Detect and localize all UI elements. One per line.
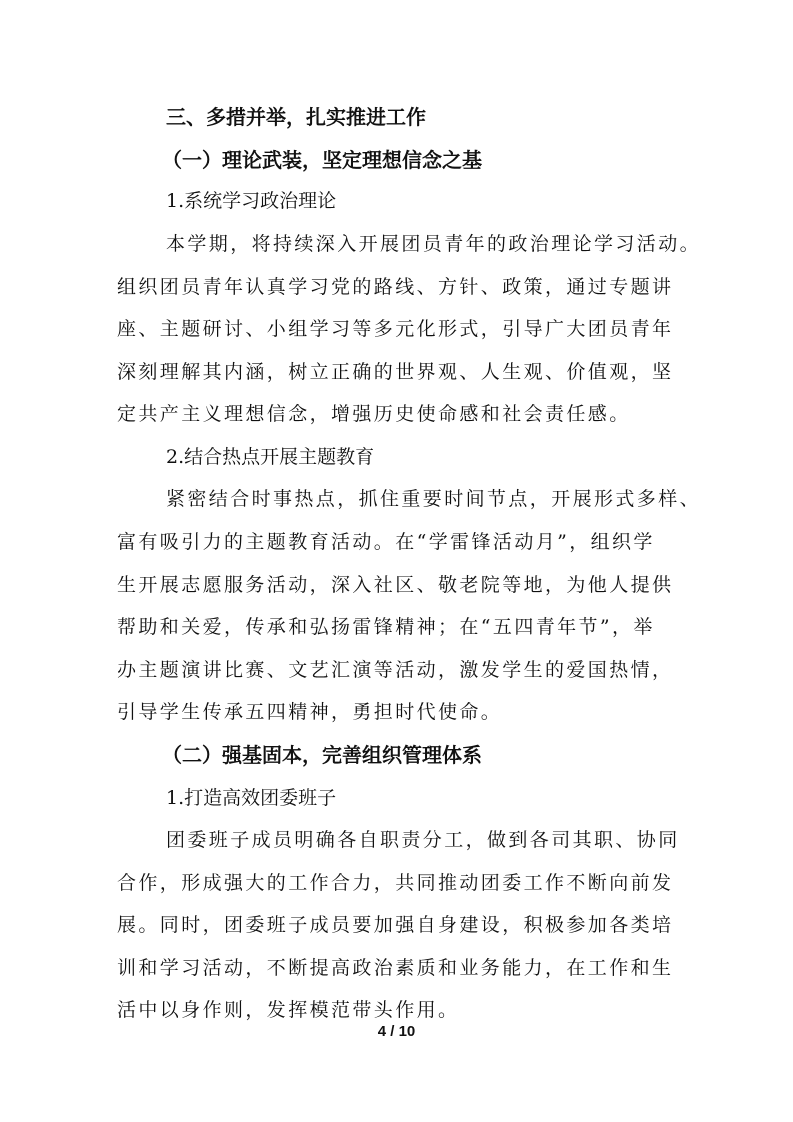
paragraph-line: 办主题演讲比赛、文艺汇演等活动，激发学生的爱国热情， <box>117 659 674 681</box>
paragraph-line: 深刻理解其内涵，树立正确的世界观、人生观、价值观，坚 <box>117 361 674 383</box>
paragraph-line: 生开展志愿服务活动，深入社区、敬老院等地，为他人提供 <box>117 574 674 596</box>
subsection-title-2: （二）强基固本，完善组织管理体系 <box>162 743 482 767</box>
paragraph-line: 紧密结合时事热点，抓住重要时间节点，开展形式多样、 <box>166 488 702 510</box>
paragraph-line: 引导学生传承五四精神，勇担时代使命。 <box>117 701 503 723</box>
paragraph-line: 定共产主义理想信念，增强历史使命感和社会责任感。 <box>117 403 631 425</box>
paragraph-line: 合作，形成强大的工作合力，共同推动团委工作不断向前发 <box>117 872 674 894</box>
item-title-2: 2.结合热点开展主题教育 <box>166 446 375 468</box>
paragraph-line: 帮助和关爱，传承和弘扬雷锋精神；在“五四青年节”，举 <box>117 616 655 638</box>
paragraph-line: 座、主题研讨、小组学习等多元化形式，引导广大团员青年 <box>117 318 674 340</box>
paragraph-line: 富有吸引力的主题教育活动。在“学雷锋活动月”，组织学 <box>117 531 655 553</box>
section-heading: 三、多措并举，扎实推进工作 <box>166 105 426 129</box>
paragraph-line: 团委班子成员明确各自职责分工，做到各司其职、协同 <box>166 829 680 851</box>
paragraph-line: 展。同时，团委班子成员要加强自身建设，积极参加各类培 <box>117 914 674 936</box>
paragraph-line: 本学期，将持续深入开展团员青年的政治理论学习活动。 <box>166 233 702 255</box>
paragraph-line: 活中以身作则，发挥模范带头作用。 <box>117 999 460 1021</box>
paragraph-line: 组织团员青年认真学习党的路线、方针、政策，通过专题讲 <box>117 276 674 298</box>
item-title-3: 1.打造高效团委班子 <box>166 787 337 809</box>
item-title-1: 1.系统学习政治理论 <box>166 190 337 212</box>
paragraph-line: 训和学习活动，不断提高政治素质和业务能力，在工作和生 <box>117 957 674 979</box>
page-number: 4 / 10 <box>377 1023 416 1040</box>
subsection-title-1: （一）理论武装，坚定理想信念之基 <box>162 148 482 172</box>
